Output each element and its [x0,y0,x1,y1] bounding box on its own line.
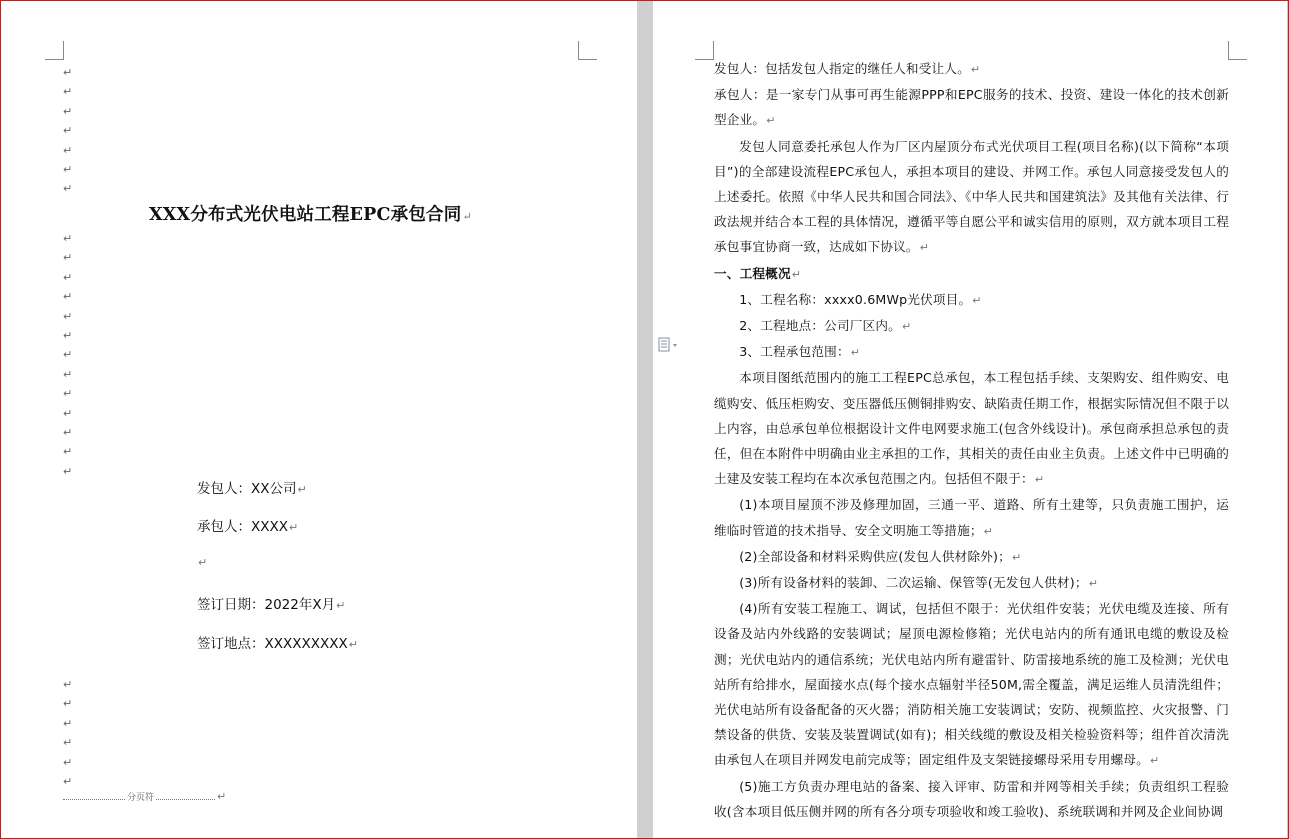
party-a-text: 发包人：XX公司 [197,481,297,497]
paragraph-mark: ↵ [63,387,73,401]
paragraph-text: (4)所有安装工程施工、调试，包括但不限于：光伏组件安装；光伏电缆及连接、所有设备及站内外线路的安装调试；屋顶电源检修箱；光伏电站内的所有通讯电缆的敷设及检测；光伏电站内的通信系统；光伏电站内所有避雷针、防雷接地系统的施工及检测；光伏电站所有给排水，屋面接水点(每个接水点辐射半径50M,需全覆盖，满足运维人员清洗组件；光伏电站所有设备配备的灭火器；消防相关施工安装调试；安防、视频监控、火灾报警、门禁设备的供货、安装及装置调试(如有)；相关线缆的敷设及相关检验资料等；组件首次清洗由承包人在项目并网发电前完成等；固定组件及支架链接螺母采用专用螺母。 [714,601,1229,768]
paragraph-mark: ↵ [63,251,73,265]
paragraph-mark: ↵ [297,483,307,496]
paragraph-mark: ↵ [63,464,73,478]
paragraph-mark: ↵ [63,290,73,304]
paragraph-text: 承包人：是一家专门从事可再生能源PPP和EPC服务的技术、投资、建设一体化的技术创新型企业。 [714,87,1229,128]
page-break-label: 分页符 [125,790,156,803]
page-gutter [637,1,653,838]
contract-title[interactable] [149,201,472,226]
paragraph-text: 发包人同意委托承包人作为厂区内屋顶分布式光伏项目工程(项目名称)(以下简称“本项目”)的全部建设流程EPC承包人，承担本项目的建设、并网工作。承包人同意接受发包人的上述委托。依照《中华人民共和国合同法》、《中华人民共和国建筑法》及其他有关法律、行政法规并结合本工程的具体情况，遵循平等自愿公平和诚实信用的原则，双方就本项目工程承包事宜协商一致，达成如下协议。 [714,138,1229,255]
contract-paragraph [714,492,1229,543]
page-break[interactable] [63,791,225,805]
paragraph-mark: ↵ [63,328,73,342]
paragraph-mark: ↵ [217,790,227,803]
paragraph-mark: ↵ [336,599,346,612]
contract-paragraph [714,544,1229,570]
paragraph-text: 发包人：包括发包人指定的继任人和受让人。 [714,61,970,76]
contract-paragraph [714,365,1229,492]
paragraph-text: 一、工程概况 [714,265,791,281]
contract-paragraph [714,339,1229,365]
paragraph-mark: ↵ [63,406,73,420]
contract-paragraph [714,134,1229,261]
paragraph-mark: ↵ [766,114,776,128]
crop-mark-top-right [578,41,597,60]
paragraph-mark: ↵ [850,346,861,360]
contract-paragraph [714,82,1229,133]
party-b[interactable] [197,515,298,535]
paragraph-text: (3)所有设备材料的装卸、二次运输、保管等(无发包人供材)； [739,575,1088,591]
crop-mark-top-left [45,41,64,60]
paragraph-mark: ↵ [63,348,73,362]
paragraph-mark: ↵ [63,774,73,788]
sign-place-text: 签订地点：XXXXXXXXX [197,636,348,652]
paragraph-text: (1)本项目屋顶不涉及修理加固，三通一平、道路、所有土建等，只负责施工围护，运维临时管道的技术指导、安全文明施工等措施； [714,497,1229,538]
paragraph-mark: ↵ [919,241,930,255]
section-heading [714,261,1229,287]
paragraph-mark: ↵ [63,162,73,176]
blank-line [197,554,207,570]
paragraph-text: 3、工程承包范围： [739,344,850,360]
paragraph-mark: ↵ [63,736,73,750]
paragraph-marks-middle [63,229,72,481]
contract-body-page [653,1,1287,838]
paragraph-mark: ↵ [198,556,208,569]
paragraph-mark: ↵ [63,367,73,381]
paragraph-mark: ↵ [1150,754,1160,768]
paragraph-mark: ↵ [63,104,73,118]
sign-date-text: 签订日期：2022年X月 [197,597,336,613]
paragraph-text: 本项目图纸范围内的施工工程EPC总承包，本工程包括手续、支架购安、组件购安、电缆购安、低压柜购安、变压器低压侧铜排购安、缺陷责任期工作，根据实际情况但不限于以上内容，由总承包单位根据设计文件电网要求施工(包含外线设计)。承包商承担总承包的责任，但在本附件中明确由业主承担的工作，其相关的责任由业主负责。上述文件中已明确的土建及安装工程均在本次承包范围之内。包括但不限于： [714,370,1229,487]
paragraph-mark: ↵ [63,85,73,99]
contract-paragraph [714,56,1229,82]
paragraph-mark: ↵ [983,524,994,538]
paragraph-mark: ↵ [972,293,982,307]
paragraph-mark: ↵ [63,309,73,323]
party-b-text: 承包人：XXXX [197,519,288,535]
paragraph-mark: ↵ [791,267,802,281]
paragraph-mark: ↵ [63,755,73,769]
paragraph-text: 1、工程名称：xxxx0.6MWp光伏项目。 [739,291,972,307]
contract-paragraph [714,313,1229,339]
contract-paragraph [714,287,1229,313]
cover-page [1,1,637,838]
paragraph-mark: ↵ [63,678,73,691]
paragraph-marks-top [63,63,72,199]
paragraph-mark: ↵ [63,445,73,459]
document-layout-icon[interactable] [658,337,680,353]
party-a[interactable] [197,477,307,497]
paragraph-mark: ↵ [289,521,299,534]
paragraph-mark: ↵ [63,270,73,284]
paragraph-mark: ↵ [63,716,73,730]
paragraph-mark: ↵ [63,66,73,79]
paragraph-text: (5)施工方负责办理电站的备案、接入评审、防雷和并网等相关手续；负责组织工程验收(含本项目低压侧并网的所有各分项专项验收和竣工验收)、系统联调和并网及企业间协调 [714,778,1229,819]
paragraph-text: (2)全部设备和材料采购供应(发包人供材除外)； [739,548,1011,564]
paragraph-mark: ↵ [63,697,73,711]
crop-mark-top-right [1228,41,1247,60]
paragraph-mark: ↵ [63,124,73,138]
paragraph-marks-bottom [63,675,72,791]
sign-place[interactable] [197,632,358,652]
paragraph-mark: ↵ [348,638,358,651]
paragraph-mark: ↵ [901,320,912,334]
paragraph-mark: ↵ [63,143,73,157]
contract-body-text[interactable] [714,56,1229,824]
paragraph-text: 2、工程地点：公司厂区内。 [739,318,901,334]
contract-paragraph [714,596,1229,773]
paragraph-mark: ↵ [63,182,73,196]
paragraph-mark: ↵ [63,232,73,245]
contract-title-text: XXX分布式光伏电站工程EPC承包合同 [149,205,462,225]
paragraph-mark: ↵ [1088,577,1099,591]
paragraph-mark: ↵ [1011,550,1022,564]
paragraph-mark: ↵ [462,210,472,223]
sign-date[interactable] [197,593,345,613]
crop-mark-top-left [695,41,714,60]
paragraph-mark: ↵ [1034,473,1045,487]
contract-paragraph [714,774,1229,824]
paragraph-mark: ↵ [970,63,981,76]
contract-paragraph [714,570,1229,596]
paragraph-mark: ↵ [63,425,73,439]
